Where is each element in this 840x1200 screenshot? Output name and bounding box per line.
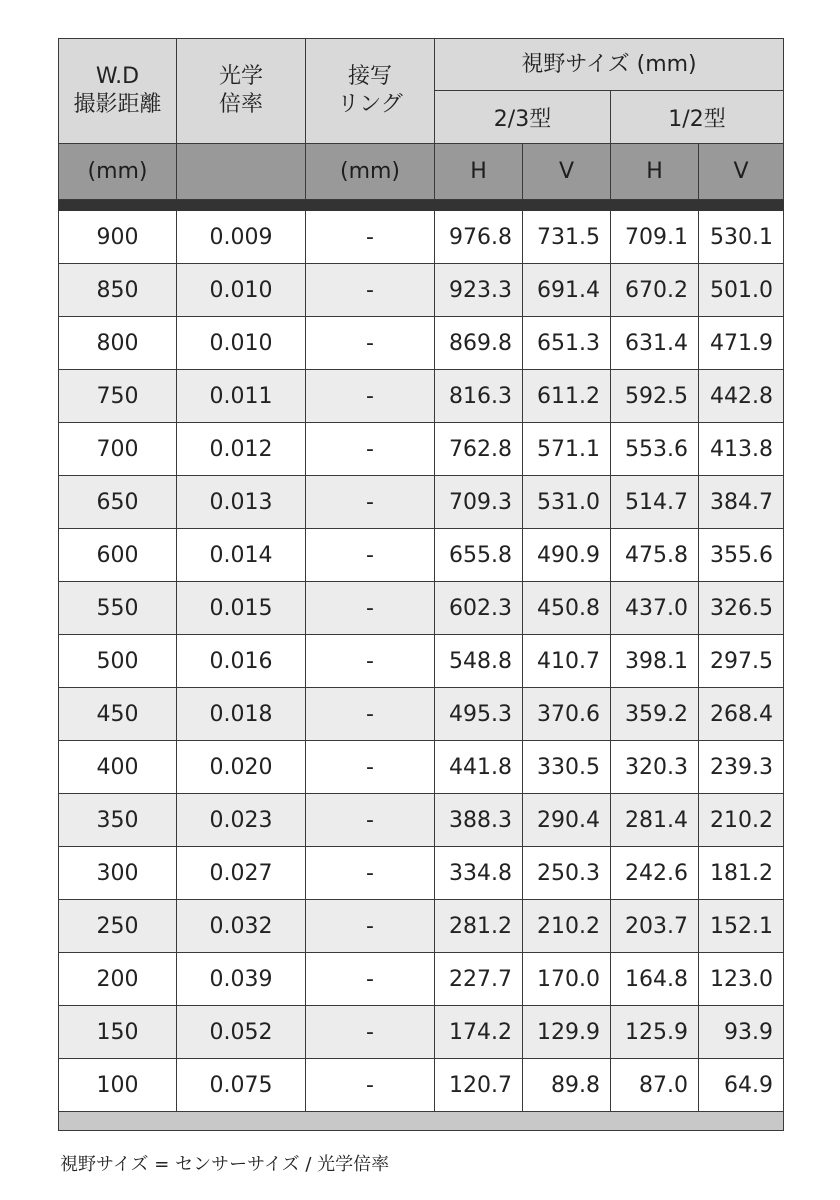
cell-working-distance: 350 [59, 794, 177, 847]
cell-extension-ring: - [306, 1059, 435, 1112]
cell-fov-2-3-h: 388.3 [435, 794, 523, 847]
cell-fov-2-3-v: 531.0 [523, 476, 611, 529]
cell-fov-1-2-v: 413.8 [699, 423, 784, 476]
cell-extension-ring: - [306, 370, 435, 423]
header-sensor-2-3: 2/3型 [435, 91, 611, 144]
cell-optical-magnification: 0.013 [177, 476, 306, 529]
header-mag-line1: 光学 [218, 64, 263, 89]
cell-extension-ring: - [306, 794, 435, 847]
cell-fov-2-3-h: 120.7 [435, 1059, 523, 1112]
cell-fov-1-2-v: 210.2 [699, 794, 784, 847]
cell-fov-2-3-h: 227.7 [435, 953, 523, 1006]
table-row [59, 211, 784, 264]
header-working-distance [59, 39, 177, 144]
cell-fov-2-3-h: 495.3 [435, 688, 523, 741]
cell-fov-2-3-v: 450.8 [523, 582, 611, 635]
table-body [59, 211, 784, 1131]
cell-fov-2-3-h: 762.8 [435, 423, 523, 476]
cell-fov-2-3-h: 334.8 [435, 847, 523, 900]
header-sensor-1-2: 1/2型 [611, 91, 784, 144]
cell-fov-1-2-v: 64.9 [699, 1059, 784, 1112]
cell-fov-2-3-h: 869.8 [435, 317, 523, 370]
cell-fov-2-3-h: 709.3 [435, 476, 523, 529]
cell-extension-ring: - [306, 211, 435, 264]
cell-fov-1-2-v: 181.2 [699, 847, 784, 900]
cell-optical-magnification: 0.010 [177, 264, 306, 317]
unit-cell: V [523, 144, 611, 200]
table-row [59, 476, 784, 529]
cell-extension-ring: - [306, 847, 435, 900]
cell-extension-ring: - [306, 953, 435, 1006]
cell-extension-ring: - [306, 741, 435, 794]
header-wd-line1: W.D [95, 64, 140, 89]
cell-fov-1-2-h: 631.4 [611, 317, 699, 370]
cell-fov-1-2-v: 442.8 [699, 370, 784, 423]
cell-working-distance: 650 [59, 476, 177, 529]
cell-fov-1-2-v: 501.0 [699, 264, 784, 317]
cell-optical-magnification: 0.023 [177, 794, 306, 847]
cell-optical-magnification: 0.027 [177, 847, 306, 900]
table-row [59, 741, 784, 794]
cell-fov-2-3-v: 290.4 [523, 794, 611, 847]
cell-optical-magnification: 0.009 [177, 211, 306, 264]
header-ring-line2: リング [337, 92, 403, 117]
cell-extension-ring: - [306, 688, 435, 741]
cell-optical-magnification: 0.020 [177, 741, 306, 794]
header-ring-line1: 接写 [347, 64, 392, 89]
cell-fov-2-3-h: 441.8 [435, 741, 523, 794]
table-row [59, 794, 784, 847]
cell-fov-2-3-v: 731.5 [523, 211, 611, 264]
table-row [59, 582, 784, 635]
cell-working-distance: 300 [59, 847, 177, 900]
cell-optical-magnification: 0.039 [177, 953, 306, 1006]
cell-working-distance: 800 [59, 317, 177, 370]
cell-fov-2-3-h: 816.3 [435, 370, 523, 423]
unit-cell: V [699, 144, 784, 200]
cell-fov-2-3-h: 174.2 [435, 1006, 523, 1059]
unit-cell: (mm) [306, 144, 435, 200]
cell-fov-1-2-h: 359.2 [611, 688, 699, 741]
cell-fov-1-2-v: 326.5 [699, 582, 784, 635]
cell-fov-1-2-v: 297.5 [699, 635, 784, 688]
cell-extension-ring: - [306, 529, 435, 582]
table-row [59, 1059, 784, 1112]
cell-optical-magnification: 0.052 [177, 1006, 306, 1059]
header-field-of-view: 視野サイズ (mm) [435, 39, 784, 91]
header-optical-magnification [177, 39, 306, 144]
cell-fov-1-2-h: 398.1 [611, 635, 699, 688]
cell-fov-2-3-h: 281.2 [435, 900, 523, 953]
cell-working-distance: 600 [59, 529, 177, 582]
cell-optical-magnification: 0.010 [177, 317, 306, 370]
cell-working-distance: 750 [59, 370, 177, 423]
cell-fov-2-3-v: 129.9 [523, 1006, 611, 1059]
field-of-view-table [58, 38, 784, 1131]
cell-fov-2-3-v: 651.3 [523, 317, 611, 370]
cell-optical-magnification: 0.032 [177, 900, 306, 953]
cell-fov-1-2-h: 437.0 [611, 582, 699, 635]
cell-extension-ring: - [306, 1006, 435, 1059]
table-row [59, 900, 784, 953]
table-row [59, 370, 784, 423]
cell-fov-2-3-v: 330.5 [523, 741, 611, 794]
table-footer-bar [59, 1112, 784, 1131]
table-row [59, 953, 784, 1006]
cell-working-distance: 500 [59, 635, 177, 688]
header-wd-line2: 撮影距離 [73, 92, 162, 117]
unit-cell: H [435, 144, 523, 200]
cell-working-distance: 400 [59, 741, 177, 794]
cell-fov-2-3-h: 602.3 [435, 582, 523, 635]
cell-fov-1-2-h: 592.5 [611, 370, 699, 423]
cell-working-distance: 850 [59, 264, 177, 317]
unit-cell [177, 144, 306, 200]
cell-fov-1-2-h: 242.6 [611, 847, 699, 900]
cell-optical-magnification: 0.011 [177, 370, 306, 423]
cell-fov-1-2-h: 281.4 [611, 794, 699, 847]
cell-fov-1-2-v: 123.0 [699, 953, 784, 1006]
footnote: 視野サイズ = センサーサイズ / 光学倍率 [60, 1154, 390, 1175]
cell-fov-2-3-v: 691.4 [523, 264, 611, 317]
cell-fov-1-2-h: 164.8 [611, 953, 699, 1006]
cell-fov-1-2-v: 93.9 [699, 1006, 784, 1059]
cell-working-distance: 450 [59, 688, 177, 741]
cell-working-distance: 250 [59, 900, 177, 953]
cell-fov-2-3-v: 170.0 [523, 953, 611, 1006]
header-mag-line2: 倍率 [218, 92, 263, 117]
table-row [59, 635, 784, 688]
header-divider [59, 200, 784, 211]
cell-optical-magnification: 0.012 [177, 423, 306, 476]
cell-fov-1-2-v: 471.9 [699, 317, 784, 370]
cell-fov-1-2-v: 152.1 [699, 900, 784, 953]
cell-extension-ring: - [306, 582, 435, 635]
cell-fov-1-2-v: 384.7 [699, 476, 784, 529]
cell-working-distance: 550 [59, 582, 177, 635]
table-row [59, 688, 784, 741]
cell-fov-1-2-h: 203.7 [611, 900, 699, 953]
cell-optical-magnification: 0.075 [177, 1059, 306, 1112]
cell-fov-2-3-v: 89.8 [523, 1059, 611, 1112]
cell-working-distance: 200 [59, 953, 177, 1006]
table-header [59, 39, 784, 211]
table-row [59, 264, 784, 317]
cell-fov-2-3-v: 250.3 [523, 847, 611, 900]
cell-extension-ring: - [306, 264, 435, 317]
table-row [59, 423, 784, 476]
cell-extension-ring: - [306, 900, 435, 953]
cell-working-distance: 100 [59, 1059, 177, 1112]
table-row [59, 847, 784, 900]
unit-cell: (mm) [59, 144, 177, 200]
cell-extension-ring: - [306, 317, 435, 370]
cell-working-distance: 700 [59, 423, 177, 476]
cell-fov-1-2-h: 320.3 [611, 741, 699, 794]
cell-fov-2-3-h: 976.8 [435, 211, 523, 264]
cell-fov-2-3-h: 923.3 [435, 264, 523, 317]
cell-fov-1-2-v: 530.1 [699, 211, 784, 264]
cell-fov-2-3-v: 571.1 [523, 423, 611, 476]
cell-fov-2-3-h: 655.8 [435, 529, 523, 582]
cell-fov-2-3-v: 410.7 [523, 635, 611, 688]
cell-fov-1-2-h: 514.7 [611, 476, 699, 529]
table-row [59, 1006, 784, 1059]
header-extension-ring [306, 39, 435, 144]
cell-fov-1-2-v: 268.4 [699, 688, 784, 741]
cell-fov-2-3-v: 490.9 [523, 529, 611, 582]
cell-fov-1-2-h: 553.6 [611, 423, 699, 476]
cell-fov-2-3-v: 611.2 [523, 370, 611, 423]
cell-optical-magnification: 0.015 [177, 582, 306, 635]
cell-fov-1-2-h: 475.8 [611, 529, 699, 582]
cell-extension-ring: - [306, 423, 435, 476]
units-row [59, 144, 784, 200]
cell-fov-1-2-h: 670.2 [611, 264, 699, 317]
cell-fov-2-3-h: 548.8 [435, 635, 523, 688]
unit-cell: H [611, 144, 699, 200]
cell-extension-ring: - [306, 476, 435, 529]
cell-fov-1-2-v: 239.3 [699, 741, 784, 794]
cell-optical-magnification: 0.014 [177, 529, 306, 582]
cell-fov-2-3-v: 370.6 [523, 688, 611, 741]
cell-working-distance: 150 [59, 1006, 177, 1059]
cell-fov-2-3-v: 210.2 [523, 900, 611, 953]
cell-working-distance: 900 [59, 211, 177, 264]
cell-fov-1-2-v: 355.6 [699, 529, 784, 582]
cell-fov-1-2-h: 709.1 [611, 211, 699, 264]
cell-optical-magnification: 0.018 [177, 688, 306, 741]
cell-extension-ring: - [306, 635, 435, 688]
cell-optical-magnification: 0.016 [177, 635, 306, 688]
cell-fov-1-2-h: 87.0 [611, 1059, 699, 1112]
table-row [59, 529, 784, 582]
cell-fov-1-2-h: 125.9 [611, 1006, 699, 1059]
table-row [59, 317, 784, 370]
